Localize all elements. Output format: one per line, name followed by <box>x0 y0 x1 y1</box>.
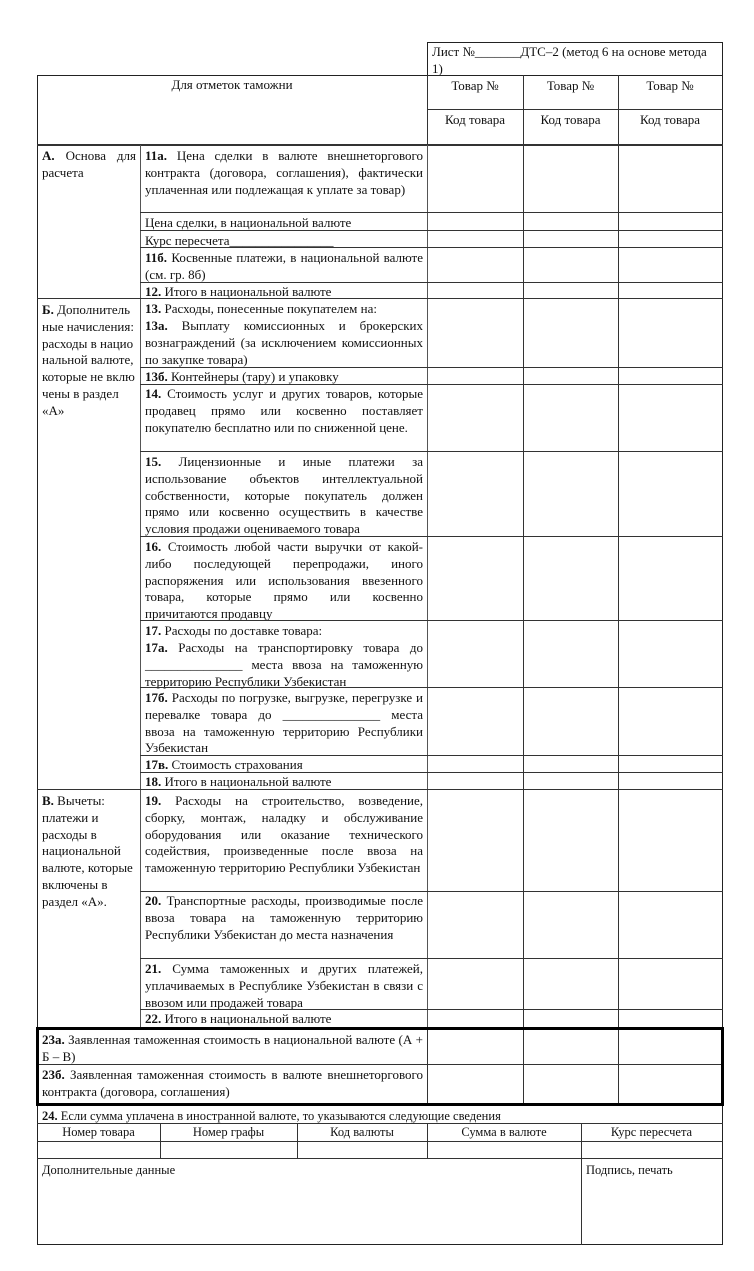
row-line <box>140 687 723 688</box>
fc-col-divider <box>581 1123 582 1245</box>
row-num: 17б. <box>145 690 168 705</box>
row-text: Итого в национальной валюте <box>164 1011 332 1026</box>
row-17b <box>141 689 427 757</box>
row-line <box>37 1141 723 1142</box>
row-num: 19. <box>145 793 162 808</box>
goods-col-1-title: Товар № <box>451 78 499 93</box>
customs-marks-label: Для отметок таможни <box>171 77 293 92</box>
row-num: 11б. <box>145 250 168 265</box>
row-23b <box>38 1066 427 1101</box>
row-15 <box>141 453 427 538</box>
row-22 <box>141 1010 427 1028</box>
box-divider <box>618 1030 619 1103</box>
row-num: 13а. <box>145 318 168 333</box>
row-13a <box>141 317 427 368</box>
goods-col-1-code: Код товара <box>444 112 506 127</box>
row-text: Расходы на транспортировку товара до _______________ места ввоза на таможенную территорию Республики Узбекистан <box>145 640 424 689</box>
row-line <box>140 451 723 452</box>
section-b-text: Дополнительные начисления: расходы в национальной валюте, которые не включены в раздел «А» <box>42 302 135 418</box>
row-text: Стоимость услуг и других товаров, которые продавец прямо или косвенно поставляет покупателю бесплатно или по сниженной цене. <box>145 386 424 435</box>
row-text: Косвенные платежи, в национальной валюте (см. гр. 8б) <box>145 250 424 282</box>
row-text: Итого в национальной валюте <box>164 284 332 299</box>
row-num: 17а. <box>145 640 168 655</box>
additional-data-label: Дополнительные данные <box>42 1163 176 1177</box>
row-line <box>140 958 723 959</box>
goods-col-2-code: Код товара <box>540 112 601 127</box>
section-a-letter: А. <box>42 148 55 163</box>
row-line <box>140 536 723 537</box>
row-num: 12. <box>145 284 162 299</box>
row-num: 21. <box>145 961 162 976</box>
section-v-label <box>38 792 140 911</box>
text-value-divider <box>427 145 428 1035</box>
row-text: Стоимость страхования <box>171 757 303 772</box>
row-text: Транспортные расходы, производимые после ввоза товара на таможенную территорию Республики Узбекистан до места назначения <box>145 893 423 942</box>
row-num: 11а. <box>145 148 168 163</box>
row-num: 13. <box>145 301 162 316</box>
section-b-label <box>38 301 140 420</box>
row-14 <box>141 385 427 436</box>
row-line <box>140 247 723 248</box>
row-text: Цена сделки, в национальной валюте <box>145 215 352 230</box>
goods-col-3-code: Код товара <box>639 112 701 127</box>
row-num: 14. <box>145 386 162 401</box>
row-num: 18. <box>145 774 162 789</box>
row-text: Стоимость любой части выручки от какой-либо последующей перепродажи, иного распоряжения или использования ввезенного товара, которые прямо или косвенно причитаются продавцу <box>145 539 423 622</box>
row-18 <box>141 773 427 791</box>
row-17 <box>141 622 427 640</box>
row-11b <box>141 249 427 284</box>
row-num: 15. <box>145 454 162 469</box>
row-text: Расходы на строительство, возведение, сборку, монтаж, наладку и обслуживание оборудования или оказание технического содействия, произведенные после ввоза на таможенную территорию Республики Узбекистан <box>145 793 424 876</box>
row-num: 20. <box>145 893 162 908</box>
row-num: 16. <box>145 539 162 554</box>
row-text: Цена сделки в валюте внешнеторгового контракта (договора, соглашения), фактически уплаченная или подлежащая к уплате за товар) <box>145 148 424 197</box>
goods-col-3-title: Товар № <box>646 78 694 93</box>
section-a-label <box>38 147 140 182</box>
row-text: Расходы по доставке товара: <box>164 623 323 638</box>
box-divider <box>523 1030 524 1103</box>
box-divider <box>427 1030 428 1103</box>
sheet-label: Лист №_______ДТС–2 (метод 6 на основе метода 1) <box>432 44 707 76</box>
row-19 <box>141 792 427 877</box>
fc-col-currency-code: Код валюты <box>330 1125 394 1139</box>
fc-col-exchange-rate: Курс пересчета <box>610 1125 693 1139</box>
section-b-letter: Б. <box>42 302 54 317</box>
exchange-rate-field[interactable]: Курс пересчета________________ <box>145 233 334 248</box>
row-num: 24. <box>42 1109 58 1123</box>
row-num: 13б. <box>145 369 168 384</box>
row-text: Если сумма уплачена в иностранной валюте, то указываются следующие сведения <box>60 1109 501 1123</box>
section-a-text: Основа для расчета <box>42 148 137 180</box>
section-v-letter: В. <box>42 793 54 808</box>
row-21 <box>141 960 427 1011</box>
row-text: Расходы, понесенные покупателем на: <box>164 301 377 316</box>
row-12 <box>141 283 427 301</box>
sheet-header-box <box>427 42 723 76</box>
row-text: Выплату комиссионных и брокерских вознаграждений (за исключением комиссионных по закупке товара) <box>145 318 423 367</box>
row-text: Лицензионные и иные платежи за использование объектов интеллектуальной собственности, которые покупатель должен прямо или косвенно осуществить в качестве условия продажи оцениваемого товара <box>145 454 423 537</box>
row-20 <box>141 892 427 943</box>
row-line <box>37 1158 723 1159</box>
row-17a <box>141 639 427 690</box>
section-v-text: Вычеты: платежи и расходы в национальной валюте, которые включены в раздел «А». <box>42 793 133 909</box>
row-11a <box>141 147 427 198</box>
signature-label: Подпись, печать <box>586 1163 673 1177</box>
row-num: 23б. <box>42 1067 65 1082</box>
row-text: Контейнеры (тару) и упаковку <box>171 369 339 384</box>
row-line <box>140 230 723 231</box>
fc-col-goods-number: Номер товара <box>62 1125 135 1139</box>
row-num: 22. <box>145 1011 162 1026</box>
row-num: 23а. <box>42 1032 65 1047</box>
fc-col-amount: Сумма в валюте <box>461 1125 547 1139</box>
goods-col-2-title: Товар № <box>546 78 595 93</box>
row-line <box>140 620 723 621</box>
row-23a <box>38 1031 427 1066</box>
row-num: 17. <box>145 623 162 638</box>
row-text: Заявленная таможенная стоимость в валюте внешнеторгового контракта (договора, соглашения) <box>42 1067 423 1099</box>
row-line <box>140 212 723 213</box>
row-text: Сумма таможенных и других платежей, уплачиваемых в Республике Узбекистан в связи с ввозом или продажей товара <box>145 961 424 1010</box>
row-text: Расходы по погрузке, выгрузке, перегрузке и перевалке товара до _______________ места ввоза на таможенную территорию Республики Узбекистан <box>145 690 424 756</box>
row-text: Итого в национальной валюте <box>164 774 332 789</box>
row-num: 17в. <box>145 757 169 772</box>
goods-header-separator <box>427 109 723 110</box>
row-16 <box>141 538 427 623</box>
row-13 <box>141 300 427 318</box>
fc-col-box-number: Номер графы <box>192 1125 265 1139</box>
row-text: Заявленная таможенная стоимость в национальной валюте (А + Б – В) <box>42 1032 424 1064</box>
